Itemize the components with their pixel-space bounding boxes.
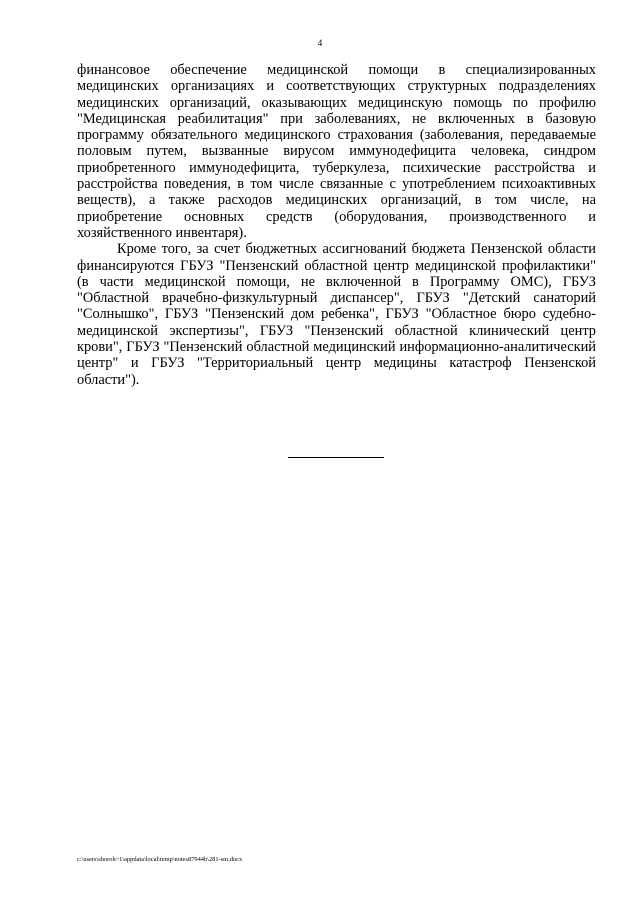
paragraph-funding-continuation: финансовое обеспечение медицинской помощи в специализированных медицинских организациях и соответствующих структурных подразделениях медицинских организаций, оказывающих медицинскую помощь по профилю "Медицинская реабилитация" при заболеваниях, не включенных в базовую программу обязательного медицинского страхования (заболевания, передаваемые половым путем, вызванные вирусом иммунодефицита человека, синдром приобретенного иммунодефицита, туберкулеза, психические расстройства и расстройства поведения, в том числе связанные с употреблением психоактивных веществ), а также расходов медицинских организаций, в том числе, на приобретение основных средств (оборудования, производственного и хозяйственного инвентаря). (77, 62, 596, 241)
paragraph-regional-budget: Кроме того, за счет бюджетных ассигнований бюджета Пензенской области финансируются ГБУЗ "Пензенский областной центр медицинской профилактики" (в части медицинской помощи, не включенной в Программу ОМС), ГБУЗ "Областной врачебно-физкультурный диспансер", ГБУЗ "Детский санаторий "Солнышко", ГБУЗ "Пензенский дом ребенка", ГБУЗ "Областное бюро судебно-медицинской экспертизы", ГБУЗ "Пензенский областной клинический центр крови", ГБУЗ "Пензенский областной медицинский информационно-аналитический центр" и ГБУЗ "Территориальный центр медицины катастроф Пензенской области"). (77, 241, 596, 388)
footer-file-path: c:\users\shoroh~1\appdata\local\temp\notes87944b\281-sm.docx (77, 856, 243, 863)
end-separator-line (288, 457, 384, 458)
document-body (77, 62, 596, 388)
page-number: 4 (317, 38, 323, 48)
